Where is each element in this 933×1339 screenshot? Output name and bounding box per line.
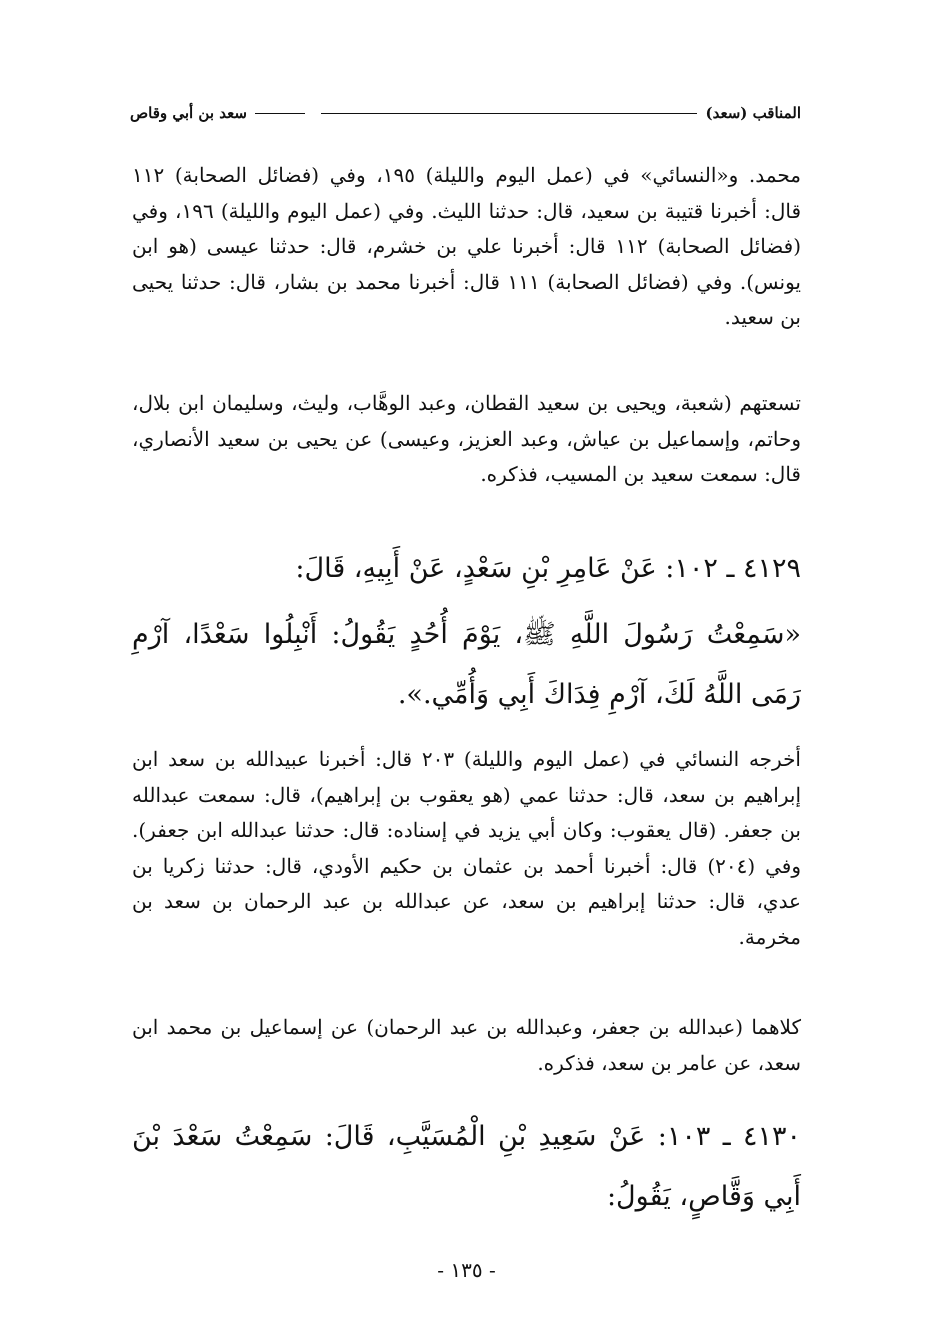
running-header xyxy=(130,98,801,128)
header-title: سعد بن أبي وقاص xyxy=(130,104,247,122)
header-section: المناقب (سعد) xyxy=(705,104,801,122)
paragraph-1: محمد. و«النسائي» في (عمل اليوم والليلة) ١٩٥، وفي (فضائل الصحابة) ١١٢ قال: أخبرنا قتيبة بن سعيد، قال: حدثنا الليث. وفي (عمل اليوم والليلة) ١٩٦، وفي (فضائل الصحابة) ١١٢ قال: أخبرنا علي بن خشرم، قال: حدثنا عيسى (هو ابن يونس). وفي (فضائل الصحابة) ١١١ قال: أخبرنا محمد بن بشار، قال: حدثنا يحيى بن سعيد. xyxy=(132,163,802,329)
hadith-4130-heading: ٤١٣٠ ـ ١٠٣: عَنْ سَعِيدِ بْنِ الْمُسَيَّبِ، قَالَ: سَمِعْتُ سَعْدَ بْنَ أَبِي وَقَّاصٍ، يَقُولُ: xyxy=(132,1121,802,1212)
paragraph-3: أخرجه النسائي في (عمل اليوم والليلة) ٢٠٣ قال: أخبرنا عبيدالله بن سعد ابن إبراهيم بن سعد، قال: حدثنا عمي (هو يعقوب بن إبراهيم)، قال: سمعت عبدالله بن جعفر. (قال يعقوب: وكان أبي يزيد في إسناده: قال: حدثنا عبدالله ابن جعفر). وفي (٢٠٤) قال: أخبرنا أحمد بن عثمان بن حكيم الأودي، قال: حدثنا زكريا بن عدي، قال: حدثنا إبراهيم بن سعد، عن عبدالله بن عبد الرحمان بن سعد بن مخرمة. xyxy=(132,747,801,949)
page-number: - ١٣٥ - xyxy=(437,1258,496,1282)
hadith-4129-text: «سَمِعْتُ رَسُولَ اللَّهِ ﷺ، يَوْمَ أُحُدٍ يَقُولُ: أَنْبِلُوا سَعْدًا، آرْمِ رَمَى اللَّهُ لَكَ، آرْمِ فِدَاكَ أَبِي وَأُمِّي.». xyxy=(132,619,801,710)
hadith-4129-heading: ٤١٢٩ ـ ١٠٢: عَنْ عَامِرِ بْنِ سَعْدٍ، عَنْ أَبِيهِ، قَالَ: xyxy=(295,553,801,584)
header-rule-short xyxy=(255,113,305,114)
paragraph-4: كلاهما (عبدالله بن جعفر، وعبدالله بن عبد الرحمان) عن إسماعيل بن محمد ابن سعد، عن عامر بن سعد، فذكره. xyxy=(132,1015,801,1075)
header-rule xyxy=(321,113,698,114)
paragraph-2: تسعتهم (شعبة، ويحيى بن سعيد القطان، وعبد الوهَّاب، وليث، وسليمان ابن بلال، وحاتم، وإسماعيل بن عياش، وعبد العزيز، وعيسى) عن يحيى بن سعيد الأنصاري، قال: سمعت سعيد بن المسيب، فذكره. xyxy=(132,391,801,486)
